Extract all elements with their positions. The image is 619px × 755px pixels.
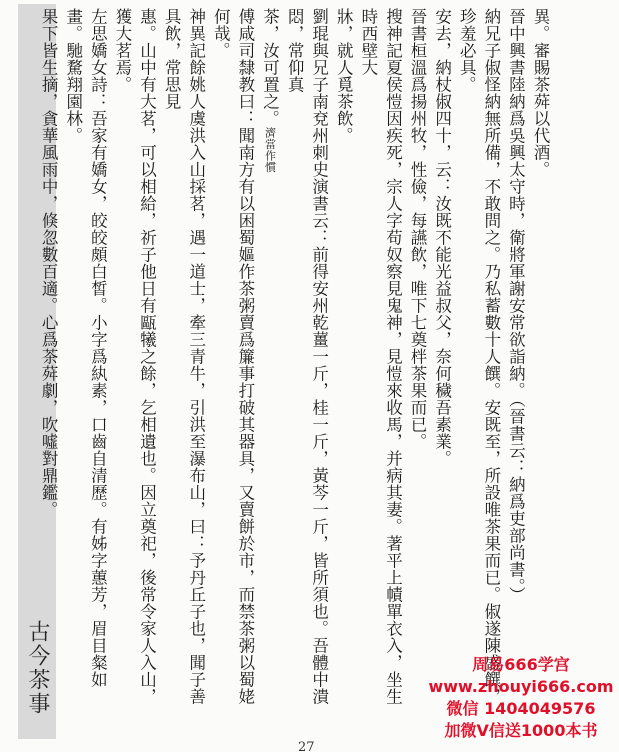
text-fragment: 茶，汝可置之。 [260, 8, 280, 127]
vertical-text-body [39, 8, 552, 718]
text-column: 納兄子俶怪納無所備，不敢問之。乃私蓄數十人饌。安既至，所設唯茶果而已。俶遂陳盛饌，珍羞必具。 [457, 8, 501, 705]
text-column: 安去，納杖俶四十，云：汝既不能光益叔父，奈何穢吾素業。 [432, 8, 452, 467]
watermark-line: www.zhouyi666.com [428, 677, 614, 696]
text-column: 左思嬌女詩：吾家有嬌女，皎皎頗白皙。小字爲紈素，口齒自清歷。有姊字蕙芳，眉目粲如畫。馳騖翔園林。 [63, 8, 108, 688]
text-column: 果下皆生摘，貪華風雨中，倏忽數百適。心爲茶荈劇，吹噓對鼎鑑。 [39, 8, 59, 518]
page-number: 27 [298, 740, 315, 755]
text-column: 神異記餘姚人虞洪入山採茗，遇一道士，牽三青牛，引洪至瀑布山，曰：予丹丘子也，聞子善具飲，常思見 [162, 8, 206, 705]
text-column: 晉書桓溫爲揚州牧，性儉，每讌飲，唯下七奠柈茶果而已。 [408, 8, 428, 450]
watermark-line: 加微V信送1000本书 [444, 721, 598, 740]
text-column: 惠。山中有大茗，可以相給，祈子他日有甌犧之餘，乞相遺也。因立奠祀，後常令家人入山，獲大茗焉。 [112, 8, 157, 705]
text-column: 牀，就人覓茶飲。 [334, 8, 354, 144]
text-column: 傅咸司隸教曰：聞南方有以困蜀嫗作茶粥賣爲簾事打破其器具，又賣餅於市，而禁茶粥以蜀姥何哉。 [211, 8, 255, 705]
text-column: 搜神記夏侯愷因疾死，宗人字苟奴察見鬼神，見愷來收馬，并病其妻。著平上幘單衣入，坐生時西壁大 [358, 8, 403, 705]
inline-annotation: 濟當作慣 [263, 127, 277, 173]
watermark-overlay [428, 654, 614, 742]
watermark-line: 周易666学宫 [472, 655, 570, 674]
text-column-with-note [257, 8, 282, 718]
book-side-title: 古今茶事 [25, 620, 50, 716]
text-column: 異。審賜茶荈以代酒。 [531, 8, 550, 178]
text-column: 劉琨與兄子南兗州刺史演書云：前得安州乾薑一斤，桂一斤，黃芩一斤，皆所須也。吾體中潰悶，常仰真 [285, 8, 329, 705]
watermark-line: 微信 1404049576 [446, 699, 596, 718]
text-column: 晉中興書陸納爲吳興太守時，衛將軍謝安常欲詣納。（晉書云：納爲吏部尚書。） [506, 8, 526, 604]
